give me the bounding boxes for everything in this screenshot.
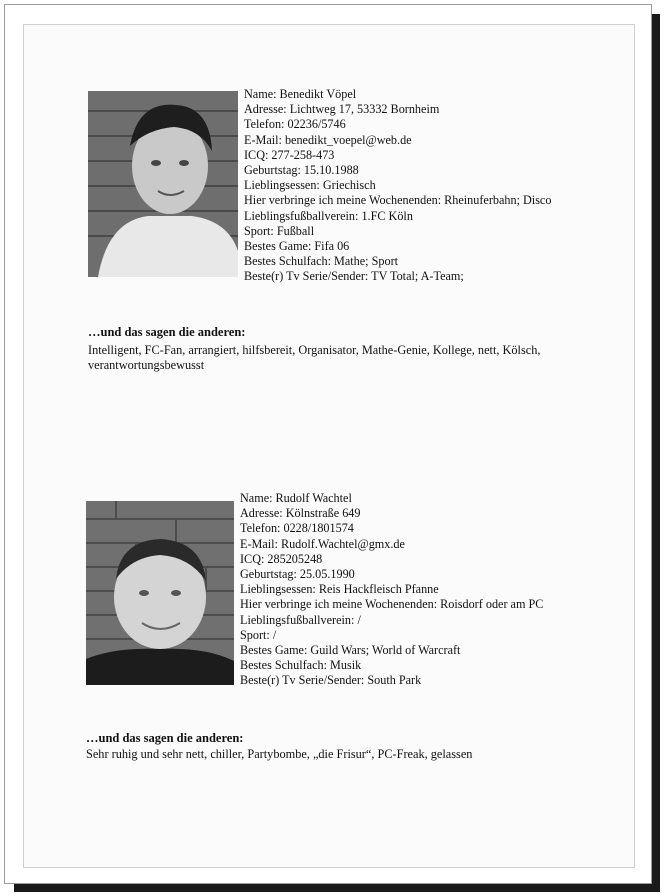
profile-field: Beste(r) Tv Serie/Sender: South Park: [240, 673, 422, 688]
profile-field: Adresse: Lichtweg 17, 53332 Bornheim: [244, 102, 440, 117]
profile-field: Name: Benedikt Vöpel: [244, 87, 357, 101]
profile-field: Geburtstag: 25.05.1990: [240, 567, 355, 582]
profile-field: Bestes Game: Guild Wars; World of Warcraft: [240, 643, 461, 658]
profile-field: Lieblingsessen: Griechisch: [244, 178, 376, 193]
profile-field: Telefon: 0228/1801574: [240, 521, 354, 536]
profile-field: Hier verbringe ich meine Wochenenden: Rheinuferbahn; Disco: [244, 193, 552, 208]
others-text: Sehr ruhig und sehr nett, chiller, Partybombe, „die Frisur“, PC-Freak, gelassen: [86, 747, 473, 761]
profile-field: Bestes Schulfach: Musik: [240, 658, 362, 673]
profile-field: ICQ: 277-258-473: [244, 147, 335, 162]
profile-field: Telefon: 02236/5746: [244, 117, 346, 132]
profile-field: Name: Rudolf Wachtel: [240, 491, 352, 505]
profile-field: Bestes Game: Fifa 06: [244, 239, 350, 254]
profile-field: E-Mail: benedikt_voepel@web.de: [244, 132, 412, 147]
profile-info-rudolf: [240, 491, 543, 689]
profile-field: E-Mail: Rudolf.Wachtel@gmx.de: [240, 536, 405, 551]
profile-field: Sport: /: [240, 627, 277, 642]
frame-shadow-right: [651, 14, 660, 886]
profile-field: Sport: Fußball: [244, 223, 315, 238]
profile-field: Bestes Schulfach: Mathe; Sport: [244, 254, 399, 269]
profile-photo-benedikt: [88, 91, 238, 277]
profile-field: Beste(r) Tv Serie/Sender: TV Total; A-Team;: [244, 269, 464, 284]
profile-field: Hier verbringe ich meine Wochenenden: Roisdorf oder am PC: [240, 597, 544, 612]
profile-photo-rudolf: [86, 501, 234, 685]
others-text: Intelligent, FC-Fan, arrangiert, hilfsbereit, Organisator, Mathe-Genie, Kollege, nett, Kölsch, verantwortungsbewusst: [88, 343, 541, 372]
profile-field: Geburtstag: 15.10.1988: [244, 163, 359, 178]
others-heading: …und das sagen die anderen:: [86, 731, 244, 745]
frame-shadow-bottom: [14, 883, 660, 892]
profile-field: ICQ: 285205248: [240, 551, 323, 566]
profile-field: Adresse: Kölnstraße 649: [240, 506, 361, 521]
profile-info-benedikt: [244, 87, 551, 285]
others-heading: …und das sagen die anderen:: [88, 325, 246, 339]
document-page: [23, 24, 635, 868]
profile-field: Lieblingsfußballverein: /: [240, 612, 361, 627]
profile-field: Lieblingsessen: Reis Hackfleisch Pfanne: [240, 582, 439, 597]
profile-field: Lieblingsfußballverein: 1.FC Köln: [244, 208, 413, 223]
